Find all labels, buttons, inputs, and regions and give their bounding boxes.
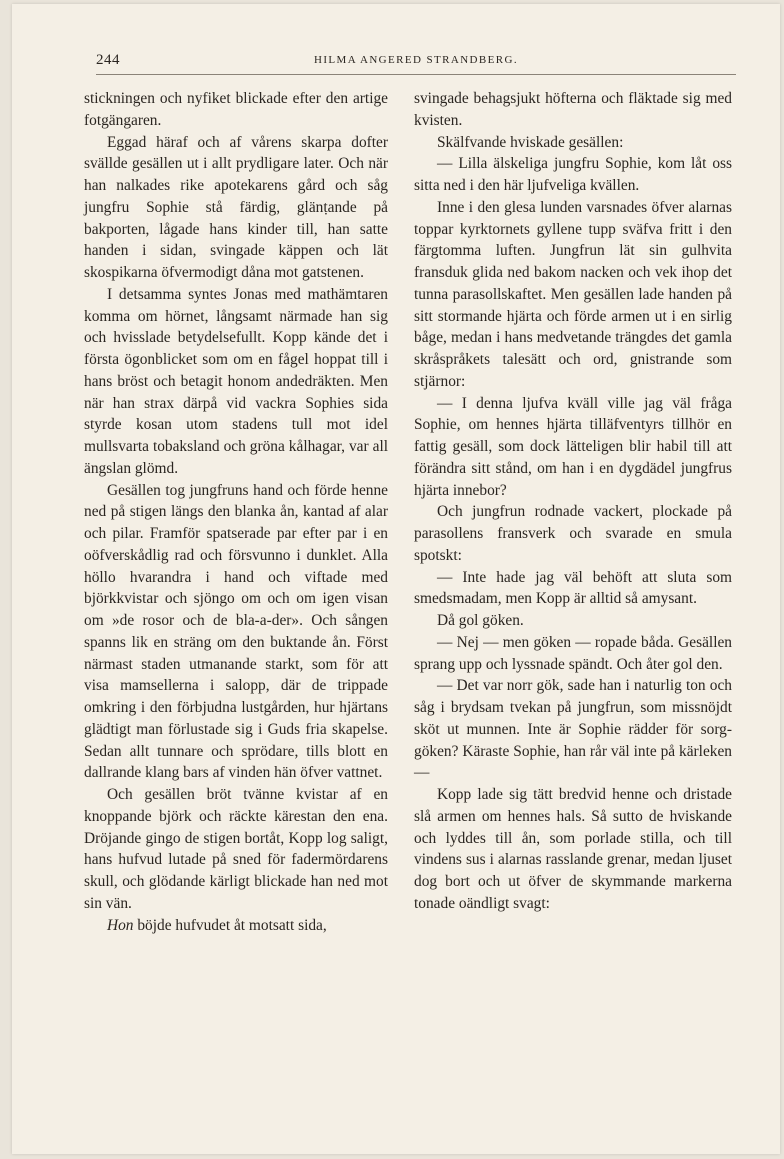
page-header (96, 52, 736, 75)
paragraph: — Nej — men göken — ropade båda. Gesällen sprang upp och lyssnade spändt. Och åter gol den. (414, 633, 732, 673)
right-column (414, 88, 732, 915)
paragraph: Eggad häraf och af vårens skarpa dofter svällde gesällen ut i allt prydligare later. Och när han nalkades rike apotekarens gård och såg jungfru Sophie stå färdig, glänṭande på bakporten, lågade hans kinder till, han satte handen i sidan, svingade käppen och lät skospikarna öfvermodigt dåna mot gatstenen. (84, 133, 388, 281)
paragraph: stickningen och nyfiket blickade efter den artige fotgängaren. (84, 90, 388, 129)
paragraph: Kopp lade sig tätt bredvid henne och dristade slå armen om hennes hals. Så sutto de hviskande och lyddes till ån, som porlade stilla, och till vindens sus i alarnas rasslande grenar, medan ljuset dog bort och ut öfver de skymmande markerna tonade oändligt svagt: (414, 786, 732, 912)
paragraph: Då gol göken. (437, 612, 524, 629)
paragraph: svingade behagsjukt höfterna och fläktade sig med kvisten. (414, 90, 732, 129)
paragraph: Skälfvande hviskade gesällen: (437, 133, 624, 151)
paragraph-text: böjde hufvudet åt motsatt sida, (133, 916, 327, 934)
paragraph: — I denna ljufva kväll ville jag väl fråga Sophie, om hennes hjärta tilläfventyrs tillhör en fattig gesäll, som dock lätteligen blir habil till att förändra sitt stånd, om han i en dygdädel jungfrus hjärta innebor? (414, 394, 732, 499)
paragraph: Och jungfrun rodnade vackert, plockade på parasollens fransverk och svarade en smula spotskt: (414, 503, 732, 564)
italic-word: Hon (107, 916, 134, 934)
paragraph: Och gesällen bröt tvänne kvistar af en knoppande björk och räckte kärestan den ena. Dröjande gingo de stigen bortåt, Kopp log saligt, hans hufvud lutade på sned för fadermördarens skull, och glödande kärligt blickade han ned mot sin vän. (84, 786, 388, 912)
paragraph: I detsamma syntes Jonas med mathämtaren komma om hörnet, långsamt närmade han sig och hvisslade betydelsefullt. Kopp kände det i första ögonblicket som om en fågel hoppat till i hans bröst och betagit honom andedräkten. Men när han strax därpå vid vackra Sophies sida styrde kosan utom stadens tull mot idel mullsvarta tobaksland och gröna kålhagar, var all ängslan glömd. (84, 285, 388, 477)
running-head: HILMA ANGERED STRANDBERG. (314, 54, 518, 66)
paragraph (84, 915, 388, 937)
paragraph: — Det var norr gök, sade han i naturlig ton och såg i brydsam tvekan på jungfrun, som missnöjdt sköt ut munnen. Inte är Sophie rädder för sorg-göken? Käraste Sophie, han rår väl inte på kärleken — (414, 677, 732, 782)
paragraph: Gesällen tog jungfruns hand och förde henne ned på stigen längs den blanka ån, kantad af alar och pilar. Framför spatserade par efter par i en oöfverskådlig rad och försvunno i dunklet. Alla höllo hvarandra i hand och viftade med björkkvistar och sjöngo om och om igen visan om »de rosor och de bla-a-der». Och sången spanns lik en sträng om den buktande ån. Först närmast staden utmanande starkt, som för att visa mamsellerna i salopp, där de trippade omkring i den förbjudna lustgården, hur hjärtans glädtigt man förlustade sig i Guds fria skapelse. Sedan allt tunnare och sprödare, tills blott en dallrande klang bars af vinden hän öfver vattnet. (84, 481, 388, 782)
paragraph: Inne i den glesa lunden varsnades öfver alarnas toppar kyrktornets gyllene tupp sväfva fritt i den färgtomma luften. Jungfrun lät sin gulhvita fransduk glida ned bakom nacken och vek ihop det tunna parasollskaftet. Men gesällen lade handen på sitt stormande hjärta och förde armen ut i en sirlig båge, medan i hans medvetande trängdes det gamla skråspråkets talesätt och ord, gnistrande som stjärnor: (414, 198, 732, 390)
paragraph: — Inte hade jag väl behöft att sluta som smedsmadam, men Kopp är alltid så amysant. (414, 568, 732, 608)
page-number: 244 (96, 52, 120, 68)
paragraph: — Lilla älskeliga jungfru Sophie, kom låt oss sitta ned i den här ljufveliga kvällen. (414, 155, 732, 194)
left-column (84, 88, 388, 936)
